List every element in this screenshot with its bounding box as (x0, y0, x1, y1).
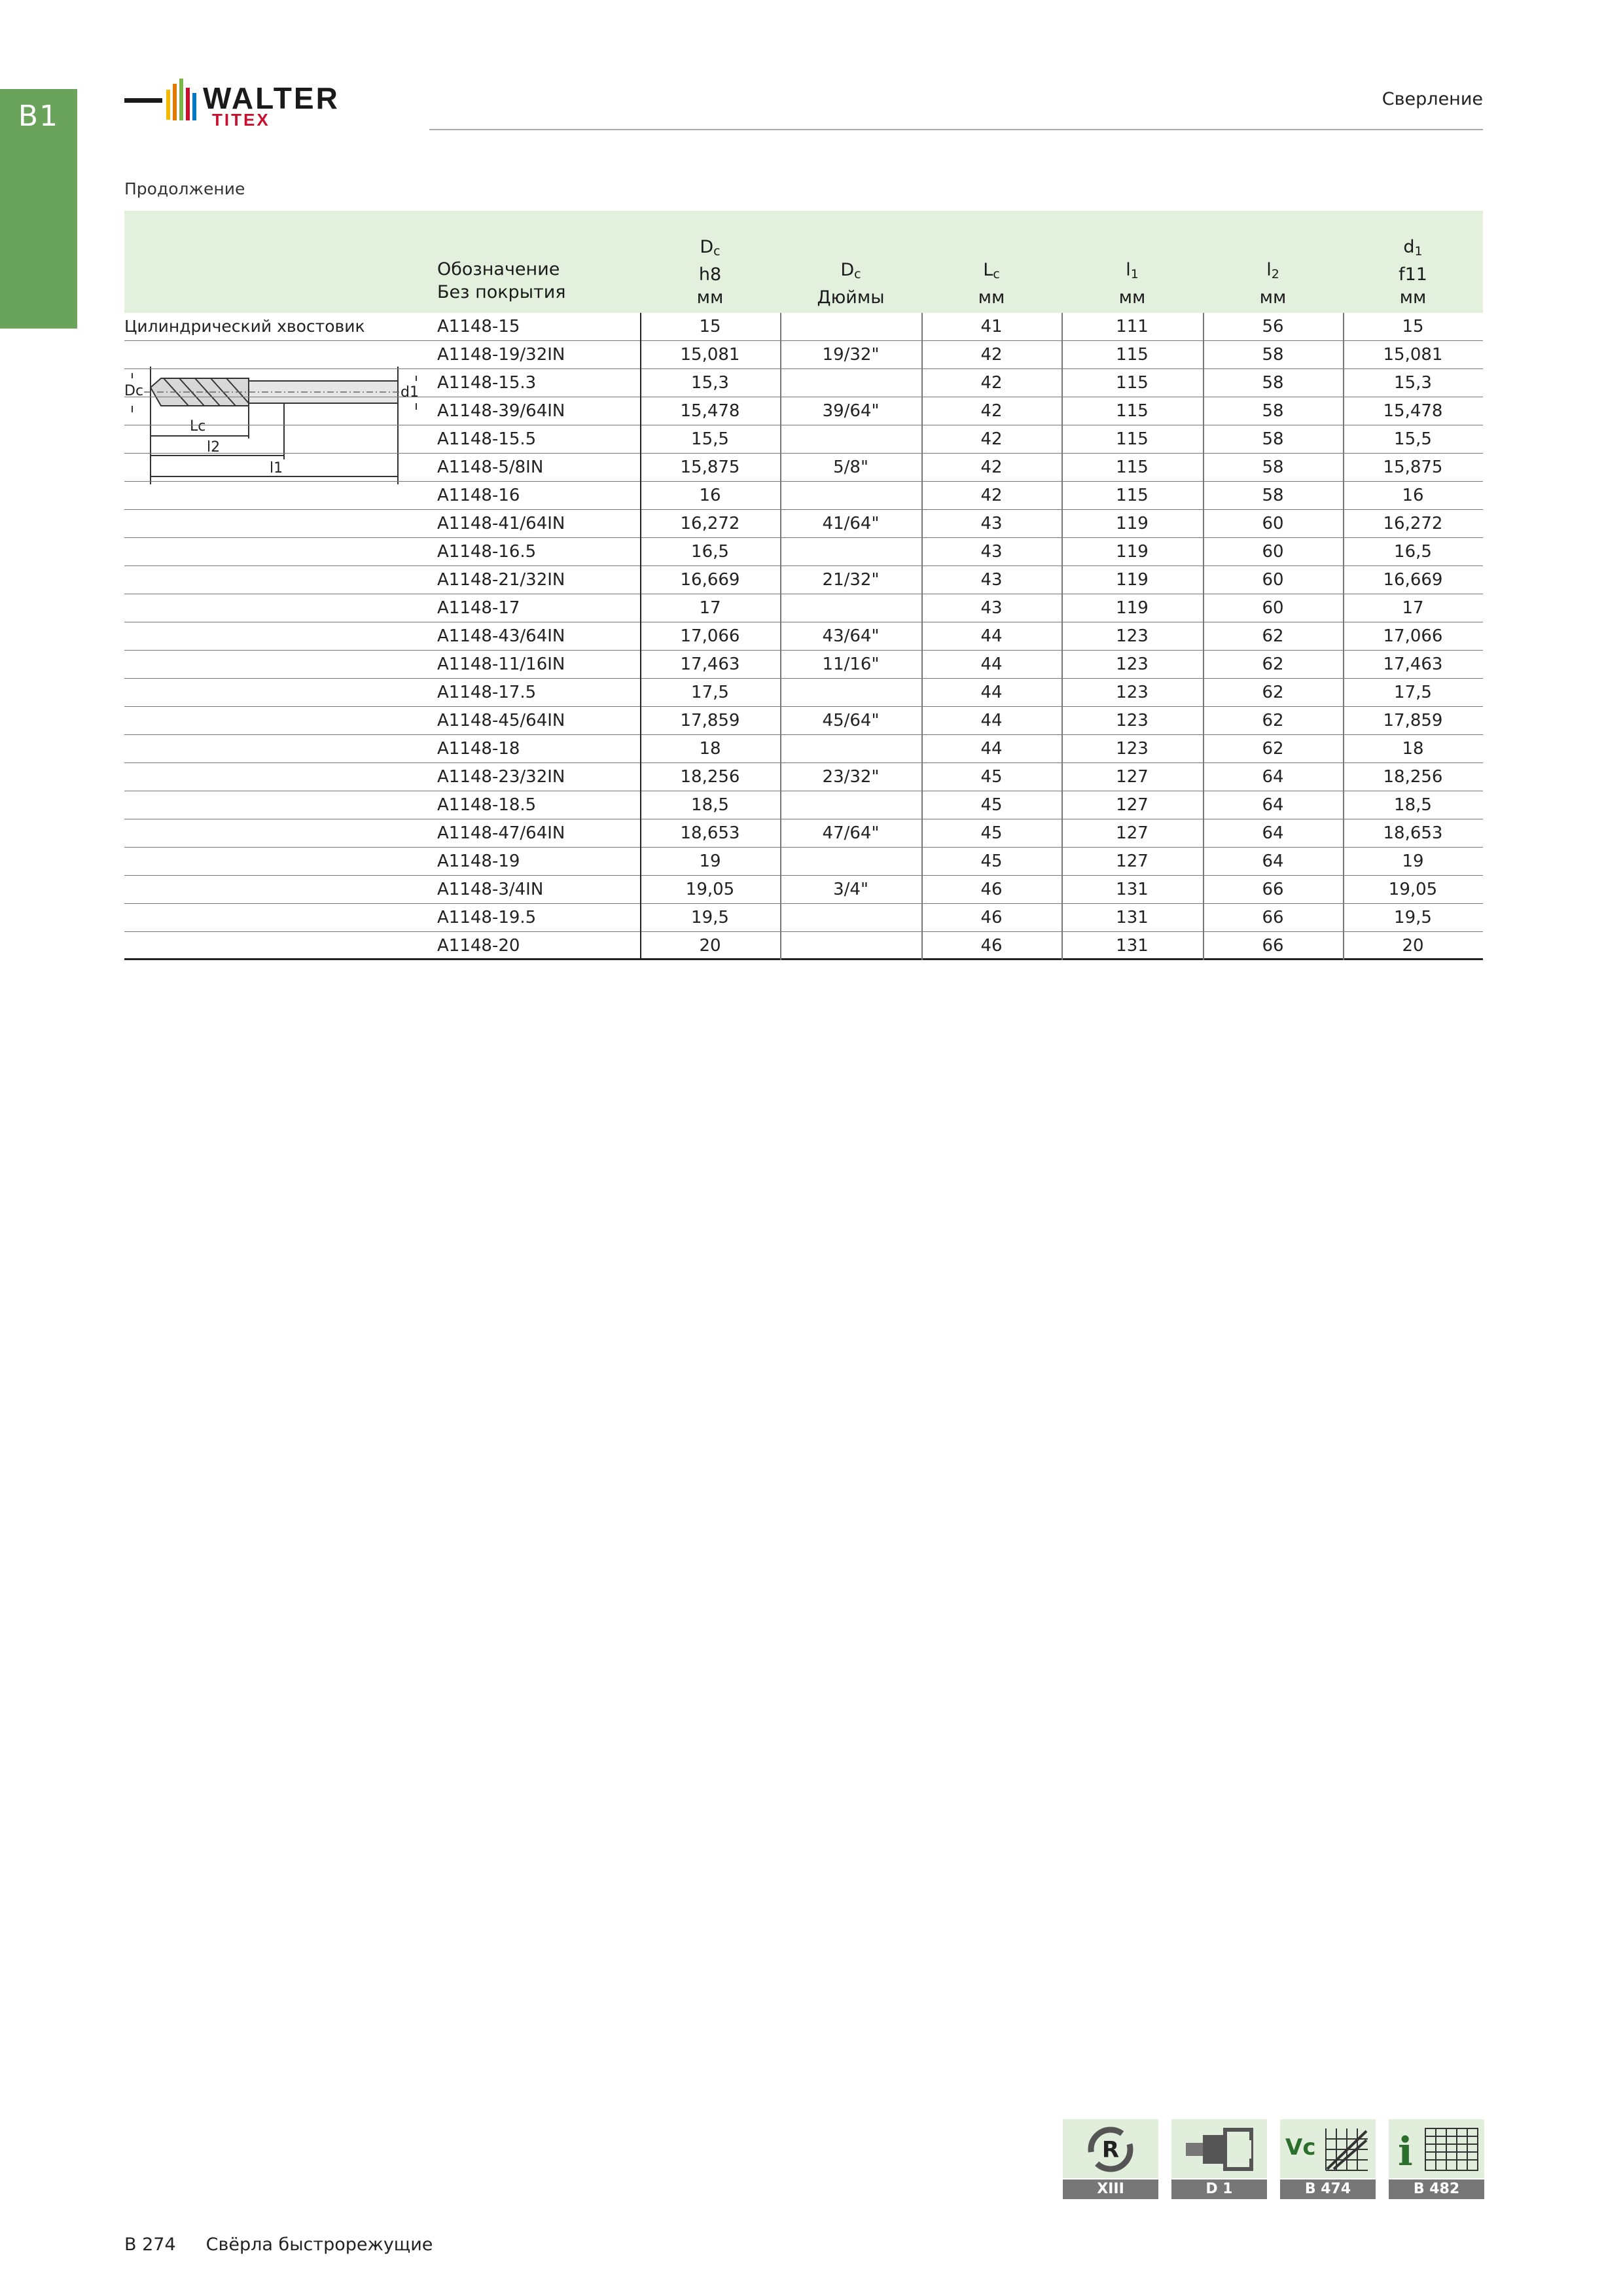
svg-text:l2: l2 (207, 439, 221, 456)
cell-designation: A1148-23/32IN (437, 767, 565, 787)
cell-l2: 60 (1262, 514, 1284, 533)
cell-l1: 115 (1116, 373, 1149, 393)
cell-lc: 43 (980, 542, 1003, 562)
cell-d1: 16,669 (1383, 570, 1443, 590)
cell-l1: 119 (1116, 570, 1149, 590)
cell-designation: A1148-21/32IN (437, 570, 565, 590)
cell-dc-inch (780, 791, 921, 819)
cell-dc-inch: 41/64" (822, 514, 880, 533)
cell-designation: A1148-15.5 (437, 429, 537, 449)
svg-text:d1: d1 (401, 384, 419, 401)
cell-designation: A1148-47/64IN (437, 823, 565, 843)
cell-d1: 18,256 (1383, 767, 1443, 787)
cell-designation: A1148-18 (437, 739, 520, 759)
cell-designation: A1148-3/4IN (437, 880, 544, 899)
cell-dc-mm: 15,3 (691, 373, 729, 393)
cell-l1: 115 (1116, 401, 1149, 421)
logo-brand: WALTER (203, 81, 340, 115)
table-row (124, 397, 1483, 425)
cell-l1: 115 (1116, 457, 1149, 477)
cell-designation: A1148-18.5 (437, 795, 537, 815)
table-row (124, 679, 1483, 707)
cell-lc: 45 (980, 823, 1003, 843)
cell-l2: 64 (1262, 767, 1284, 787)
cell-d1: 17,463 (1383, 655, 1443, 674)
col-header-l1: $l_1$ мм (1118, 260, 1146, 308)
cell-l1: 123 (1116, 711, 1149, 730)
cell-lc: 44 (980, 739, 1003, 759)
cell-lc: 44 (980, 626, 1003, 646)
cell-d1: 20 (1402, 936, 1424, 956)
cell-d1: 15,478 (1383, 401, 1443, 421)
cell-dc-mm: 15 (699, 317, 721, 336)
cell-l2: 66 (1262, 908, 1284, 927)
cell-l2: 64 (1262, 795, 1284, 815)
cell-lc: 42 (980, 457, 1003, 477)
cell-dc-inch (780, 735, 921, 763)
cell-lc: 44 (980, 655, 1003, 674)
page-footer (124, 2234, 433, 2255)
cell-dc-mm: 18,5 (691, 795, 729, 815)
cell-dc-inch (780, 482, 921, 510)
cell-l2: 66 (1262, 880, 1284, 899)
col-header-d1: $d_1$ f11 мм (1399, 237, 1427, 308)
cell-l1: 127 (1116, 823, 1149, 843)
cell-dc-inch: 19/32" (822, 345, 880, 365)
cell-dc-mm: 18,653 (680, 823, 740, 843)
table-row (124, 707, 1483, 735)
cell-dc-inch: 21/32" (822, 570, 880, 590)
cell-l2: 58 (1262, 486, 1284, 505)
cell-l2: 58 (1262, 457, 1284, 477)
page-number: B 274 (124, 2234, 176, 2255)
cell-designation: A1148-43/64IN (437, 626, 565, 646)
cell-l1: 131 (1116, 908, 1149, 927)
table-row (124, 369, 1483, 397)
cell-lc: 44 (980, 711, 1003, 730)
cell-dc-inch (780, 313, 921, 341)
cell-lc: 42 (980, 373, 1003, 393)
table-row (124, 510, 1483, 538)
cell-lc: 46 (980, 908, 1003, 927)
cell-designation: A1148-15.3 (437, 373, 537, 393)
col-header-designation: Обозначение Без покрытия (437, 259, 566, 302)
cell-designation: A1148-17.5 (437, 683, 537, 702)
col-header-l2: $l_2$ мм (1259, 260, 1287, 308)
table-row (124, 566, 1483, 594)
cell-lc: 43 (980, 598, 1003, 618)
cell-dc-inch: 11/16" (822, 655, 880, 674)
cell-dc-inch (780, 369, 921, 397)
cell-dc-mm: 17,463 (680, 655, 740, 674)
table-row (124, 819, 1483, 848)
cell-l2: 62 (1262, 711, 1284, 730)
cell-l2: 62 (1262, 683, 1284, 702)
cell-dc-inch (780, 679, 921, 707)
cell-d1: 15,875 (1383, 457, 1443, 477)
cell-designation: A1148-16 (437, 486, 520, 505)
cell-dc-inch (780, 594, 921, 622)
cell-d1: 18,5 (1394, 795, 1432, 815)
cell-lc: 44 (980, 683, 1003, 702)
cell-designation: A1148-19/32IN (437, 345, 565, 365)
cell-d1: 15 (1402, 317, 1424, 336)
cell-l2: 62 (1262, 626, 1284, 646)
svg-text:i: i (1398, 2129, 1413, 2175)
cell-lc: 46 (980, 880, 1003, 899)
table-row (124, 735, 1483, 763)
cell-l1: 123 (1116, 655, 1149, 674)
column-divider (640, 313, 641, 960)
cell-l1: 131 (1116, 936, 1149, 956)
cell-d1: 17,066 (1383, 626, 1443, 646)
cell-d1: 17,859 (1383, 711, 1443, 730)
cell-designation: A1148-19 (437, 852, 520, 871)
cell-dc-inch (780, 848, 921, 876)
table-row (124, 622, 1483, 651)
cell-designation: A1148-19.5 (437, 908, 537, 927)
cell-d1: 17,5 (1394, 683, 1432, 702)
cell-l1: 127 (1116, 767, 1149, 787)
cell-d1: 18 (1402, 739, 1424, 759)
walter-titex-logo (124, 60, 399, 134)
cell-l1: 119 (1116, 598, 1149, 618)
cell-lc: 42 (980, 486, 1003, 505)
cell-lc: 42 (980, 429, 1003, 449)
cell-d1: 15,5 (1394, 429, 1432, 449)
svg-text:Lc: Lc (190, 418, 206, 435)
svg-text:Vc: Vc (1285, 2134, 1316, 2161)
continuation-label: Продолжение (124, 179, 245, 198)
cell-dc-mm: 18,256 (680, 767, 740, 787)
cell-dc-inch (780, 904, 921, 932)
cell-dc-mm: 15,5 (691, 429, 729, 449)
cell-lc: 46 (980, 936, 1003, 956)
cell-dc-mm: 16,669 (680, 570, 740, 590)
cell-designation: A1148-15 (437, 317, 520, 336)
cell-d1: 16 (1402, 486, 1424, 505)
cell-l1: 115 (1116, 486, 1149, 505)
cell-l1: 131 (1116, 880, 1149, 899)
table-row (124, 594, 1483, 622)
cell-designation: A1148-41/64IN (437, 514, 565, 533)
cell-d1: 15,081 (1383, 345, 1443, 365)
cell-l2: 56 (1262, 317, 1284, 336)
cell-designation: A1148-17 (437, 598, 520, 618)
col-header-dc-mm: $D_c$ h8 мм (696, 237, 724, 308)
cell-l1: 123 (1116, 739, 1149, 759)
col-header-dc-inch: $D_c$ Дюймы (817, 260, 885, 308)
cell-dc-mm: 17 (699, 598, 721, 618)
section-title: Сверление (1382, 89, 1483, 109)
chapter-tab-label: B1 (18, 99, 60, 133)
cell-dc-inch: 45/64" (822, 711, 880, 730)
cell-dc-mm: 16 (699, 486, 721, 505)
cell-d1: 16,272 (1383, 514, 1443, 533)
cell-lc: 43 (980, 514, 1003, 533)
cell-dc-inch: 43/64" (822, 626, 880, 646)
info-table-icon[interactable]: i B 482 (1389, 2119, 1484, 2199)
cell-lc: 42 (980, 345, 1003, 365)
cell-dc-inch: 47/64" (822, 823, 880, 843)
svg-text:Dc: Dc (124, 383, 144, 399)
svg-text:l1: l1 (270, 460, 283, 476)
cell-l1: 119 (1116, 514, 1149, 533)
cell-designation: A1148-11/16IN (437, 655, 565, 674)
cell-l2: 60 (1262, 542, 1284, 562)
cell-lc: 45 (980, 852, 1003, 871)
cell-l2: 66 (1262, 936, 1284, 956)
cell-l2: 64 (1262, 823, 1284, 843)
cell-lc: 42 (980, 401, 1003, 421)
table-row (124, 341, 1483, 369)
shank-type-label: Цилиндрический хвостовик (124, 317, 365, 336)
cell-dc-inch: 5/8" (833, 457, 868, 477)
cell-dc-mm: 15,875 (680, 457, 740, 477)
table-row (124, 763, 1483, 791)
table-row (124, 454, 1483, 482)
cell-d1: 19,5 (1394, 908, 1432, 927)
cell-lc: 43 (980, 570, 1003, 590)
cell-l1: 127 (1116, 795, 1149, 815)
cell-l2: 64 (1262, 852, 1284, 871)
cell-l1: 119 (1116, 542, 1149, 562)
column-divider (1203, 313, 1204, 960)
table-row (124, 425, 1483, 454)
tool-holder-icon[interactable]: D 1 (1171, 2119, 1267, 2199)
table-row (124, 791, 1483, 819)
cutting-speed-icon[interactable]: Vc B 474 (1280, 2119, 1376, 2199)
table-row (124, 313, 1483, 341)
cell-designation: A1148-39/64IN (437, 401, 565, 421)
header-divider (429, 129, 1483, 130)
cell-dc-inch: 39/64" (822, 401, 880, 421)
cell-dc-mm: 19,5 (691, 908, 729, 927)
cell-dc-mm: 16,5 (691, 542, 729, 562)
cell-dc-mm: 15,081 (680, 345, 740, 365)
cell-dc-inch (780, 425, 921, 454)
cell-dc-mm: 18 (699, 739, 721, 759)
cell-l2: 60 (1262, 570, 1284, 590)
cell-d1: 18,653 (1383, 823, 1443, 843)
column-divider (780, 313, 781, 960)
cell-l2: 62 (1262, 739, 1284, 759)
cell-l2: 62 (1262, 655, 1284, 674)
cell-designation: A1148-5/8IN (437, 457, 544, 477)
cell-l2: 58 (1262, 345, 1284, 365)
cell-d1: 19 (1402, 852, 1424, 871)
cell-designation: A1148-45/64IN (437, 711, 565, 730)
cell-dc-mm: 17,5 (691, 683, 729, 702)
cell-l2: 58 (1262, 373, 1284, 393)
product-table (124, 313, 1483, 960)
table-row (124, 904, 1483, 932)
table-row (124, 651, 1483, 679)
cell-l2: 60 (1262, 598, 1284, 618)
col-header-lc: $L_c$ мм (978, 260, 1005, 308)
regrind-icon[interactable]: R XIII (1063, 2119, 1158, 2199)
cell-lc: 45 (980, 767, 1003, 787)
cell-lc: 41 (980, 317, 1003, 336)
cell-l1: 127 (1116, 852, 1149, 871)
cell-d1: 19,05 (1388, 880, 1438, 899)
cell-d1: 15,3 (1394, 373, 1432, 393)
cell-dc-inch (780, 538, 921, 566)
table-row (124, 876, 1483, 904)
cell-dc-mm: 19,05 (685, 880, 735, 899)
cell-l2: 58 (1262, 401, 1284, 421)
column-divider (1343, 313, 1344, 960)
cell-dc-mm: 16,272 (680, 514, 740, 533)
cell-dc-mm: 19 (699, 852, 721, 871)
table-row (124, 482, 1483, 510)
cell-lc: 45 (980, 795, 1003, 815)
table-row (124, 538, 1483, 566)
cell-dc-inch (780, 932, 921, 960)
logo-sub: TITEX (212, 110, 270, 130)
cell-dc-mm: 17,859 (680, 711, 740, 730)
cell-d1: 17 (1402, 598, 1424, 618)
cell-l1: 115 (1116, 345, 1149, 365)
cell-l1: 115 (1116, 429, 1149, 449)
column-divider (1061, 313, 1063, 960)
cell-l1: 123 (1116, 626, 1149, 646)
cell-dc-mm: 17,066 (680, 626, 740, 646)
column-divider (921, 313, 923, 960)
svg-text:R: R (1101, 2137, 1120, 2163)
cell-l1: 123 (1116, 683, 1149, 702)
table-row (124, 932, 1483, 960)
cell-dc-inch: 23/32" (822, 767, 880, 787)
cell-dc-mm: 20 (699, 936, 721, 956)
footer-title: Свёрла быстрорежущие (205, 2234, 433, 2255)
cell-l2: 58 (1262, 429, 1284, 449)
cell-designation: A1148-20 (437, 936, 520, 956)
cell-designation: A1148-16.5 (437, 542, 537, 562)
cell-dc-inch: 3/4" (833, 880, 868, 899)
cell-l1: 111 (1116, 317, 1149, 336)
table-row (124, 848, 1483, 876)
cell-dc-mm: 15,478 (680, 401, 740, 421)
cell-d1: 16,5 (1394, 542, 1432, 562)
